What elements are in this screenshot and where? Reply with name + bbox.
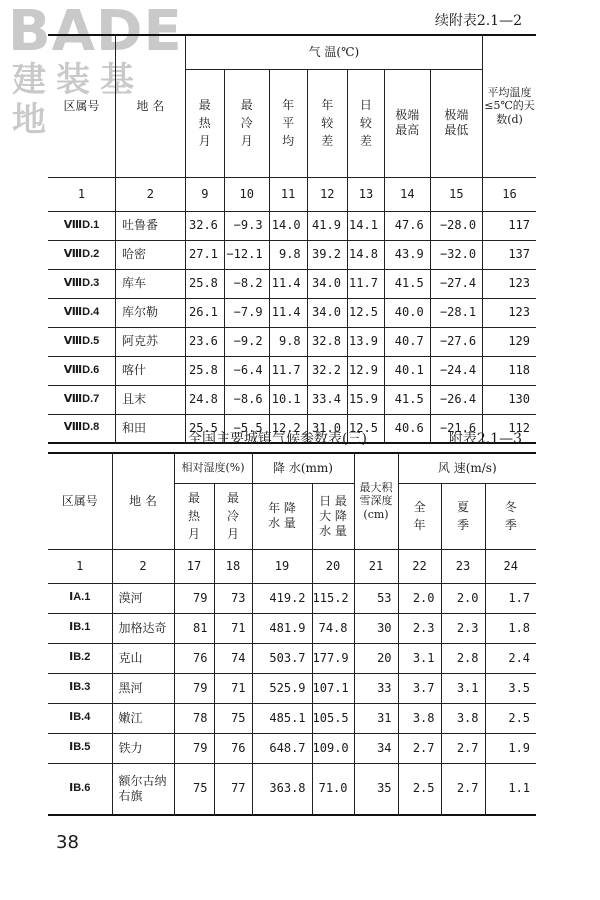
place-name-cell: 库尔勒 — [116, 298, 186, 327]
table2-title: 全国主要城镇气候参数表(三) — [188, 431, 367, 447]
table-row — [48, 643, 536, 673]
place-name-cell: 黑河 — [112, 673, 174, 703]
region-code-cell: ⅧD.3 — [48, 269, 116, 298]
place-name-cell: 加格达奇 — [112, 613, 174, 643]
value-cell: 112 — [483, 414, 536, 443]
value-cell: 24.8 — [185, 385, 224, 414]
table-row — [48, 327, 536, 356]
value-cell: 79 — [174, 673, 214, 703]
value-cell: 40.1 — [384, 356, 430, 385]
value-cell: 2.5 — [485, 703, 536, 733]
value-cell: 77 — [214, 763, 252, 815]
value-cell: 41.5 — [384, 385, 430, 414]
value-cell: 14.1 — [347, 211, 384, 240]
table2-caption: 附表2.1—3 — [448, 431, 522, 447]
header-wind-group: 风 速(m/s) — [398, 453, 536, 483]
value-cell: 2.7 — [441, 733, 485, 763]
value-cell: 2.0 — [441, 583, 485, 613]
value-cell: 71 — [214, 613, 252, 643]
value-cell: −27.6 — [430, 327, 482, 356]
value-cell: 25.8 — [185, 269, 224, 298]
value-cell: 419.2 — [252, 583, 312, 613]
column-number-row: 1 2 9 10 11 12 13 14 15 16 — [48, 177, 536, 211]
value-cell: 12.5 — [347, 414, 384, 443]
header-annual-range: 年较差 — [321, 98, 334, 148]
value-cell: 485.1 — [252, 703, 312, 733]
header-wind-annual: 全 年 — [413, 500, 426, 532]
value-cell: 30 — [354, 613, 398, 643]
table-row — [48, 763, 536, 815]
table-row — [48, 613, 536, 643]
value-cell: 25.5 — [185, 414, 224, 443]
page-number: 38 — [56, 832, 79, 853]
value-cell: 9.8 — [269, 327, 307, 356]
value-cell: −9.3 — [224, 211, 269, 240]
value-cell: −8.6 — [224, 385, 269, 414]
table-row — [48, 733, 536, 763]
header-extreme-low: 极端最低 — [444, 108, 469, 137]
header-wind-winter: 冬 季 — [504, 500, 517, 532]
climate-table-continued — [48, 34, 536, 444]
header-place: 地 名 — [116, 35, 186, 177]
region-code-cell: ⅧD.6 — [48, 356, 116, 385]
value-cell: 13.9 — [347, 327, 384, 356]
place-name-cell: 哈密 — [116, 240, 186, 269]
value-cell: 107.1 — [312, 673, 354, 703]
table-row — [48, 583, 536, 613]
value-cell: 2.8 — [441, 643, 485, 673]
value-cell: 43.9 — [384, 240, 430, 269]
value-cell: 109.0 — [312, 733, 354, 763]
value-cell: −27.4 — [430, 269, 482, 298]
header-snow-depth: 最大积雪深度(cm) — [359, 480, 393, 522]
value-cell: 3.7 — [398, 673, 441, 703]
value-cell: 3.5 — [485, 673, 536, 703]
value-cell: 118 — [483, 356, 536, 385]
region-code-cell: ⅧD.2 — [48, 240, 116, 269]
value-cell: 123 — [483, 269, 536, 298]
value-cell: 12.2 — [269, 414, 307, 443]
value-cell: 177.9 — [312, 643, 354, 673]
logo-brand: BADE — [8, 0, 183, 64]
header-place: 地 名 — [112, 453, 174, 549]
value-cell: 20 — [354, 643, 398, 673]
value-cell: 23.6 — [185, 327, 224, 356]
column-number-row: 1 2 17 18 19 20 21 22 23 24 — [48, 549, 536, 583]
header-hum-min: 最冷月 — [226, 491, 239, 541]
value-cell: 34.0 — [307, 269, 347, 298]
value-cell: 3.1 — [441, 673, 485, 703]
region-code-cell: ⅧD.4 — [48, 298, 116, 327]
value-cell: 25.8 — [185, 356, 224, 385]
header-humidity-group: 相对湿度(%) — [174, 453, 252, 483]
value-cell: 1.8 — [485, 613, 536, 643]
value-cell: 33 — [354, 673, 398, 703]
value-cell: 105.5 — [312, 703, 354, 733]
value-cell: 123 — [483, 298, 536, 327]
value-cell: −12.1 — [224, 240, 269, 269]
region-code-cell: ⅧD.7 — [48, 385, 116, 414]
value-cell: 115.2 — [312, 583, 354, 613]
value-cell: 75 — [214, 703, 252, 733]
header-extreme-high: 极端最高 — [395, 108, 420, 137]
header-precip-annual: 年 降 水 量 — [268, 501, 296, 530]
value-cell: −28.0 — [430, 211, 482, 240]
value-cell: 34.0 — [307, 298, 347, 327]
value-cell: 2.0 — [398, 583, 441, 613]
value-cell: 34 — [354, 733, 398, 763]
table1-caption: 续附表2.1—2 — [434, 13, 522, 29]
value-cell: 32.8 — [307, 327, 347, 356]
value-cell: 33.4 — [307, 385, 347, 414]
value-cell: 9.8 — [269, 240, 307, 269]
place-name-cell: 喀什 — [116, 356, 186, 385]
header-max-month: 最热月 — [198, 98, 211, 148]
value-cell: 129 — [483, 327, 536, 356]
place-name-cell: 铁力 — [112, 733, 174, 763]
value-cell: 2.5 — [398, 763, 441, 815]
value-cell: 78 — [174, 703, 214, 733]
place-name-cell: 嫩江 — [112, 703, 174, 733]
value-cell: −24.4 — [430, 356, 482, 385]
value-cell: 130 — [483, 385, 536, 414]
header-min-month: 最冷月 — [240, 98, 253, 148]
value-cell: 27.1 — [185, 240, 224, 269]
value-cell: −21.6 — [430, 414, 482, 443]
region-code-cell: ⅠB.3 — [48, 673, 112, 703]
value-cell: 10.1 — [269, 385, 307, 414]
logo-subtitle: 建装基地 — [12, 60, 144, 140]
region-code-cell: ⅠB.1 — [48, 613, 112, 643]
value-cell: 47.6 — [384, 211, 430, 240]
value-cell: 14.8 — [347, 240, 384, 269]
value-cell: 2.4 — [485, 643, 536, 673]
value-cell: 503.7 — [252, 643, 312, 673]
header-wind-summer: 夏 季 — [457, 500, 470, 532]
value-cell: −26.4 — [430, 385, 482, 414]
header-annual-avg: 年平均 — [282, 98, 295, 148]
value-cell: 2.3 — [441, 613, 485, 643]
header-precip-daily-max: 日 最 大 降 水 量 — [319, 493, 347, 538]
value-cell: 74 — [214, 643, 252, 673]
value-cell: 31.0 — [307, 414, 347, 443]
place-name-cell: 漠河 — [112, 583, 174, 613]
value-cell: 79 — [174, 583, 214, 613]
table-row — [48, 240, 536, 269]
value-cell: 3.1 — [398, 643, 441, 673]
value-cell: 137 — [483, 240, 536, 269]
region-code-cell: ⅧD.5 — [48, 327, 116, 356]
value-cell: −32.0 — [430, 240, 482, 269]
value-cell: 31 — [354, 703, 398, 733]
region-code-cell: ⅠB.4 — [48, 703, 112, 733]
value-cell: 11.7 — [269, 356, 307, 385]
region-code-cell: ⅠB.6 — [48, 763, 112, 815]
table-row — [48, 269, 536, 298]
value-cell: 32.6 — [185, 211, 224, 240]
value-cell: 15.9 — [347, 385, 384, 414]
value-cell: 11.4 — [269, 269, 307, 298]
value-cell: 3.8 — [398, 703, 441, 733]
value-cell: 40.7 — [384, 327, 430, 356]
table-row — [48, 298, 536, 327]
value-cell: −7.9 — [224, 298, 269, 327]
place-name-cell: 且末 — [116, 385, 186, 414]
region-code-cell: ⅠB.2 — [48, 643, 112, 673]
table-row — [48, 673, 536, 703]
header-days-le5: 平均温度≤5℃的天数(d) — [483, 35, 536, 177]
value-cell: −8.2 — [224, 269, 269, 298]
value-cell: 14.0 — [269, 211, 307, 240]
region-code-cell: ⅠA.1 — [48, 583, 112, 613]
place-name-cell: 吐鲁番 — [116, 211, 186, 240]
value-cell: 26.1 — [185, 298, 224, 327]
value-cell: −9.2 — [224, 327, 269, 356]
value-cell: 71.0 — [312, 763, 354, 815]
value-cell: 41.5 — [384, 269, 430, 298]
header-daily-range: 日较差 — [359, 98, 372, 148]
value-cell: 35 — [354, 763, 398, 815]
value-cell: 2.7 — [441, 763, 485, 815]
value-cell: 74.8 — [312, 613, 354, 643]
value-cell: 81 — [174, 613, 214, 643]
value-cell: 648.7 — [252, 733, 312, 763]
value-cell: 39.2 — [307, 240, 347, 269]
value-cell: −6.4 — [224, 356, 269, 385]
value-cell: 41.9 — [307, 211, 347, 240]
value-cell: 363.8 — [252, 763, 312, 815]
region-code-cell: ⅠB.5 — [48, 733, 112, 763]
region-code-cell: ⅧD.1 — [48, 211, 116, 240]
table-row — [48, 703, 536, 733]
value-cell: 73 — [214, 583, 252, 613]
value-cell: −5.5 — [224, 414, 269, 443]
place-name-cell: 额尔古纳右旗 — [112, 763, 174, 815]
value-cell: 2.7 — [398, 733, 441, 763]
table-row — [48, 211, 536, 240]
value-cell: 76 — [174, 643, 214, 673]
value-cell: 76 — [214, 733, 252, 763]
value-cell: 117 — [483, 211, 536, 240]
place-name-cell: 阿克苏 — [116, 327, 186, 356]
climate-parameter-table-3 — [48, 452, 536, 816]
value-cell: 11.7 — [347, 269, 384, 298]
value-cell: 11.4 — [269, 298, 307, 327]
value-cell: 12.5 — [347, 298, 384, 327]
place-name-cell: 库车 — [116, 269, 186, 298]
header-region: 区属号 — [48, 453, 112, 549]
header-temperature-group: 气 温(℃) — [185, 35, 482, 69]
value-cell: 40.6 — [384, 414, 430, 443]
value-cell: 32.2 — [307, 356, 347, 385]
value-cell: −28.1 — [430, 298, 482, 327]
region-code-cell: ⅧD.8 — [48, 414, 116, 443]
table-row — [48, 385, 536, 414]
header-hum-max: 最热月 — [187, 491, 200, 541]
value-cell: 481.9 — [252, 613, 312, 643]
header-precip-group: 降 水(mm) — [252, 453, 354, 483]
value-cell: 3.8 — [441, 703, 485, 733]
value-cell: 2.3 — [398, 613, 441, 643]
value-cell: 53 — [354, 583, 398, 613]
value-cell: 1.7 — [485, 583, 536, 613]
value-cell: 525.9 — [252, 673, 312, 703]
value-cell: 12.9 — [347, 356, 384, 385]
value-cell: 1.1 — [485, 763, 536, 815]
value-cell: 75 — [174, 763, 214, 815]
header-region: 区属号 — [48, 35, 116, 177]
value-cell: 1.9 — [485, 733, 536, 763]
table-row — [48, 356, 536, 385]
value-cell: 40.0 — [384, 298, 430, 327]
value-cell: 71 — [214, 673, 252, 703]
value-cell: 79 — [174, 733, 214, 763]
place-name-cell: 克山 — [112, 643, 174, 673]
place-name-cell: 和田 — [116, 414, 186, 443]
